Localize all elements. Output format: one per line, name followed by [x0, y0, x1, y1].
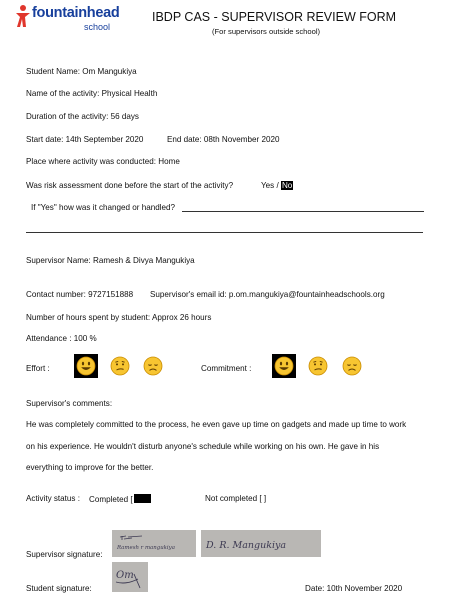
- hours-spent: Number of hours spent by student: Approx 26 hours: [26, 313, 212, 322]
- activity-name: Name of the activity: Physical Health: [26, 89, 158, 98]
- activity-duration: Duration of the activity: 56 days: [26, 112, 139, 121]
- supervisor-signature-image-1: [112, 530, 196, 557]
- comment-line-2: on his experience. He wouldn't disturb anyone's schedule while working on his own. He gave in his: [26, 442, 380, 451]
- logo-sub: school: [84, 22, 111, 32]
- commitment-happy-icon: [272, 354, 296, 378]
- end-date: End date: 08th November 2020: [167, 135, 280, 144]
- risk-answer-line-2: [26, 232, 423, 233]
- school-logo: [14, 4, 122, 34]
- signature-text-1: Ramesh r mangukiya: [117, 545, 175, 551]
- commitment-label: Commitment :: [201, 364, 252, 373]
- supervisor-signature-label: Supervisor signature:: [26, 550, 103, 559]
- student-name: Student Name: Om Mangukiya: [26, 67, 137, 76]
- risk-followup: If "Yes" how was it changed or handled?: [31, 203, 176, 212]
- activity-place: Place where activity was conducted: Home: [26, 157, 180, 166]
- status-not-completed: Not completed [ ]: [205, 494, 267, 503]
- page-subtitle: (For supervisors outside school): [212, 27, 321, 36]
- comment-line-3: everything to improve for the better.: [26, 463, 154, 472]
- risk-no-selected: No: [281, 181, 293, 190]
- supervisor-name: Supervisor Name: Ramesh & Divya Mangukiya: [26, 256, 195, 265]
- effort-sad-icon: [143, 356, 163, 376]
- status-completed: [89, 494, 151, 504]
- start-date: Start date: 14th September 2020: [26, 135, 144, 144]
- comment-line-1: He was completely committed to the process, he even gave up time on gadgets and made up time to work: [26, 420, 407, 429]
- completed-label: Completed [: [89, 495, 133, 504]
- comments-label: Supervisor's comments:: [26, 399, 113, 408]
- signature-text-2: D. R. Mangukiya: [206, 540, 287, 551]
- page-title: IBDP CAS - SUPERVISOR REVIEW FORM: [152, 10, 397, 24]
- signature-text-3: Om: [116, 570, 134, 581]
- status-label: Activity status :: [26, 494, 80, 503]
- student-signature-image: [112, 562, 148, 592]
- risk-answer-line: [182, 211, 424, 212]
- fountain-figure-icon: [14, 4, 31, 28]
- commitment-sad-icon: [342, 356, 362, 376]
- risk-answer: [261, 181, 293, 190]
- risk-question: Was risk assessment done before the start of the activity?: [26, 181, 234, 190]
- logo-name: fountainhead: [32, 5, 120, 21]
- contact-number: Contact number: 9727151888: [26, 290, 134, 299]
- risk-yes: Yes /: [261, 181, 279, 190]
- attendance: Attendance : 100 %: [26, 334, 97, 343]
- supervisor-email: Supervisor's email id: p.om.mangukiya@fountainheadschools.org: [150, 290, 385, 299]
- effort-label: Effort :: [26, 364, 50, 373]
- effort-happy-icon: [74, 354, 98, 378]
- student-signature-label: Student signature:: [26, 584, 92, 593]
- commitment-confused-icon: [308, 356, 328, 376]
- effort-confused-icon: [110, 356, 130, 376]
- supervisor-signature-image-2: [201, 530, 321, 557]
- review-date: Date: 10th November 2020: [305, 584, 403, 593]
- completed-checkbox-filled: [134, 494, 151, 503]
